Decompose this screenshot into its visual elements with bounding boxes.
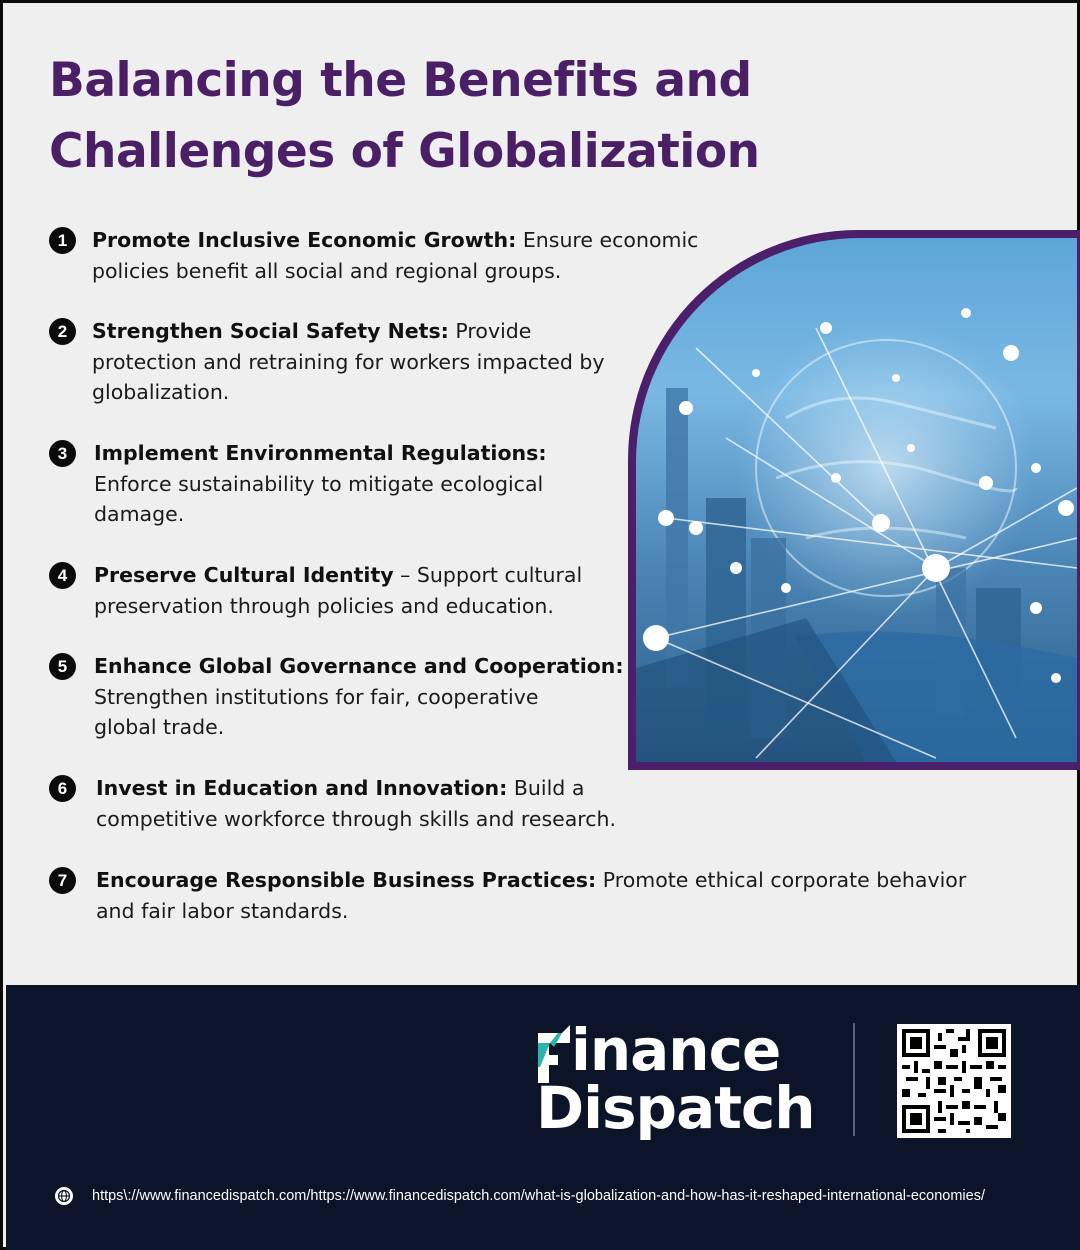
number-badge: 4	[49, 562, 76, 589]
logo-text-finance: inance	[571, 1016, 781, 1084]
globalization-image-frame	[628, 230, 1080, 770]
logo-text-dispatch: Dispatch	[536, 1074, 815, 1142]
number-badge: 1	[49, 227, 76, 254]
qr-code-icon	[902, 1029, 1006, 1133]
item-body: Promote ethical corporate behavior and fair labor standards.	[96, 868, 967, 923]
item-separator: –	[393, 563, 417, 587]
number-badge: 3	[49, 440, 76, 467]
item-body: Build a competitive workforce through skills and research.	[96, 776, 617, 831]
item-body: Provide protection and retraining for workers impacted by globalization.	[92, 319, 605, 404]
network-globe-illustration	[636, 238, 1077, 762]
page-title: Balancing the Benefits and Challenges of Globalization	[49, 53, 760, 179]
number-badge: 2	[49, 318, 76, 345]
source-url-link[interactable]: https\://www.financedispatch.com/https://www.financedispatch.com/what-is-globalization-and-how-has-it-reshaped-international-economies/	[92, 1188, 985, 1204]
item-body: Enforce sustainability to mitigate ecological damage.	[94, 471, 544, 526]
globe-icon	[55, 1187, 73, 1205]
item-body: Strengthen institutions for fair, cooperative global trade.	[94, 684, 539, 739]
item-heading: Invest in Education and Innovation:	[96, 776, 508, 800]
number-badge: 7	[49, 867, 76, 894]
item-heading: Enhance Global Governance and Cooperation:	[94, 654, 624, 678]
city-network-image	[636, 238, 1077, 762]
number-badge: 6	[49, 775, 76, 802]
item-heading: Promote Inclusive Economic Growth:	[92, 228, 517, 252]
item-heading: Implement Environmental Regulations:	[94, 441, 547, 465]
item-heading: Encourage Responsible Business Practices:	[96, 868, 597, 892]
item-body: Support cultural preservation through policies and education.	[94, 563, 583, 618]
item-body: Ensure economic policies benefit all social and regional groups.	[92, 228, 699, 283]
item-heading: Strengthen Social Safety Nets:	[92, 319, 449, 343]
footer-divider	[853, 1023, 855, 1136]
number-badge: 5	[49, 653, 76, 680]
qr-code[interactable]	[897, 1024, 1011, 1138]
item-heading: Preserve Cultural Identity	[94, 563, 394, 587]
